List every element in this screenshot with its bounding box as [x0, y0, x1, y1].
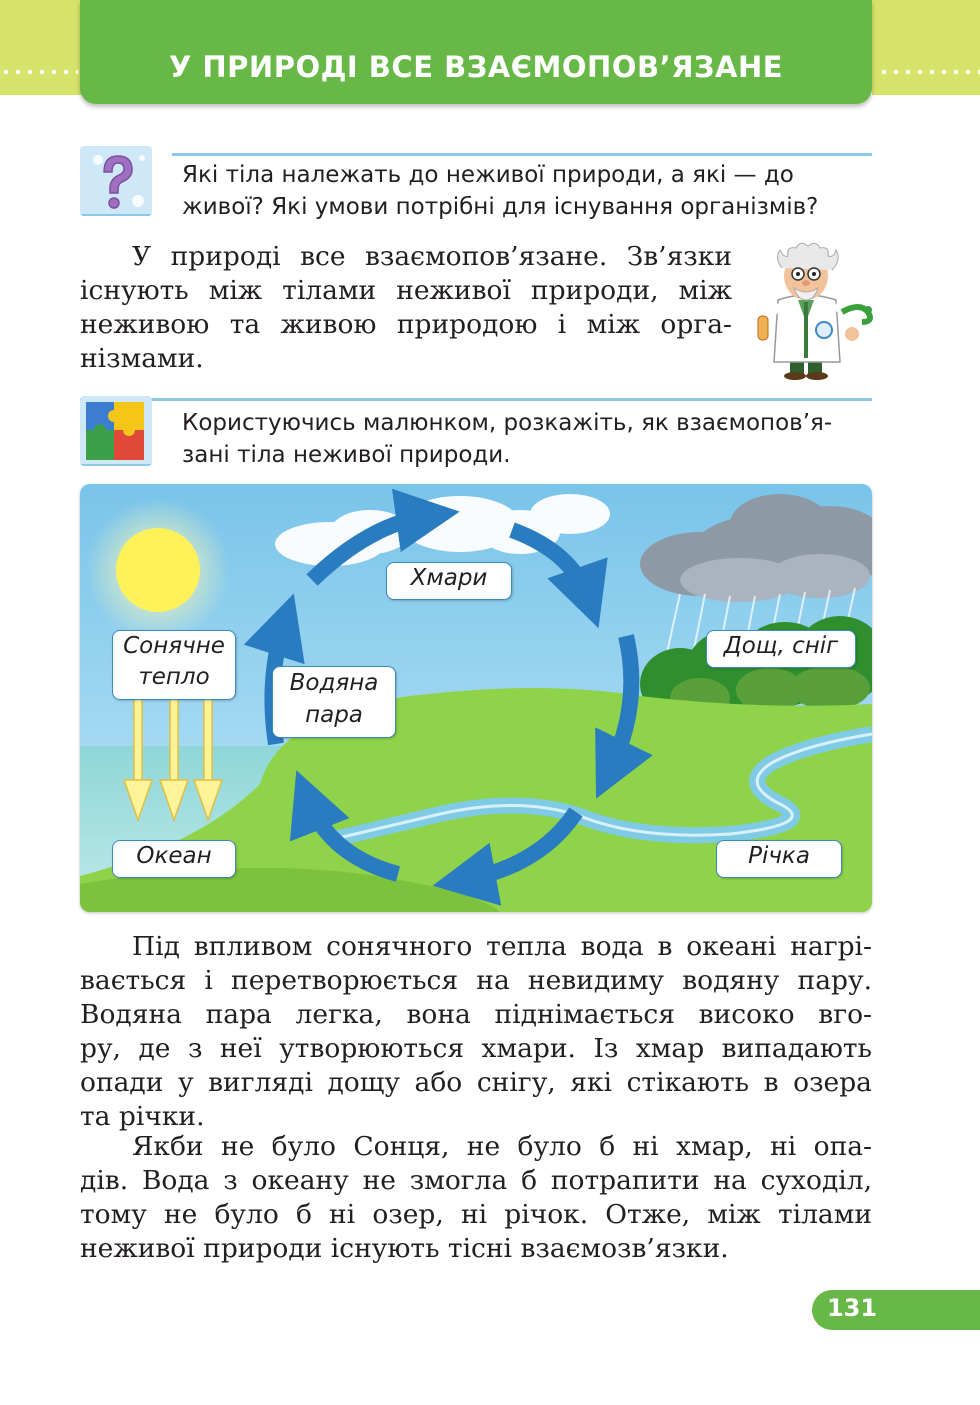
header-band-left: [0, 0, 82, 95]
question-task-text: Які тіла належать до неживої природи, а які — до живої? Які умови потрібні для існування організмів?: [182, 162, 819, 220]
label-rain-snow: Дощ, сніг: [706, 630, 856, 668]
label-clouds: Хмари: [386, 562, 512, 600]
label-river: Річка: [716, 840, 842, 878]
header-band-right: [872, 0, 980, 95]
header-dots-right: [878, 68, 980, 76]
question-task-divider: [172, 153, 872, 156]
picture-task-text: Користуючись малюнком, розкажіть, як взаємопов’я- зані тіла неживої природи.: [182, 410, 833, 468]
label-water-vapor: Водяна пара: [272, 666, 396, 738]
label-ocean: Океан: [112, 840, 236, 878]
intro-paragraph: У природі все взаємопов’язане. Зв’язки існують між тілами неживої природи, між неживою та живою природою і між орга- нізмами.: [80, 241, 732, 374]
question-mark-icon: [80, 146, 152, 216]
body-paragraph-1: Під впливом сонячного тепла вода в океані нагрі- вається і перетворюється на невидиму водяну пару. Водяна пара легка, вона піднімається високо вго- ру, де з неї утворюються хмари. Із хмар випадають опади у вигляді дощу або снігу, які стікають в озера та річки.: [80, 931, 872, 1132]
professor-character-illustration: [748, 238, 876, 380]
body-paragraph-2: Якби не було Сонця, не було б ні хмар, ні опа- дів. Вода з океану не змогла б потрапити на суходіл, тому не було б ні озер, ні річок. Отже, між тілами неживої природи існують тісні взаємозв’язки.: [80, 1131, 872, 1264]
page-title: У ПРИРОДІ ВСЕ ВЗАЄМОПОВ’ЯЗАНЕ: [168, 50, 784, 84]
picture-task-divider: [80, 398, 872, 401]
header-dots-left: [0, 68, 78, 76]
puzzle-icon: [80, 396, 152, 466]
page-number: 131: [826, 1294, 878, 1322]
water-cycle-illustration: [80, 484, 872, 912]
label-sun-heat: Сонячне тепло: [112, 630, 236, 700]
